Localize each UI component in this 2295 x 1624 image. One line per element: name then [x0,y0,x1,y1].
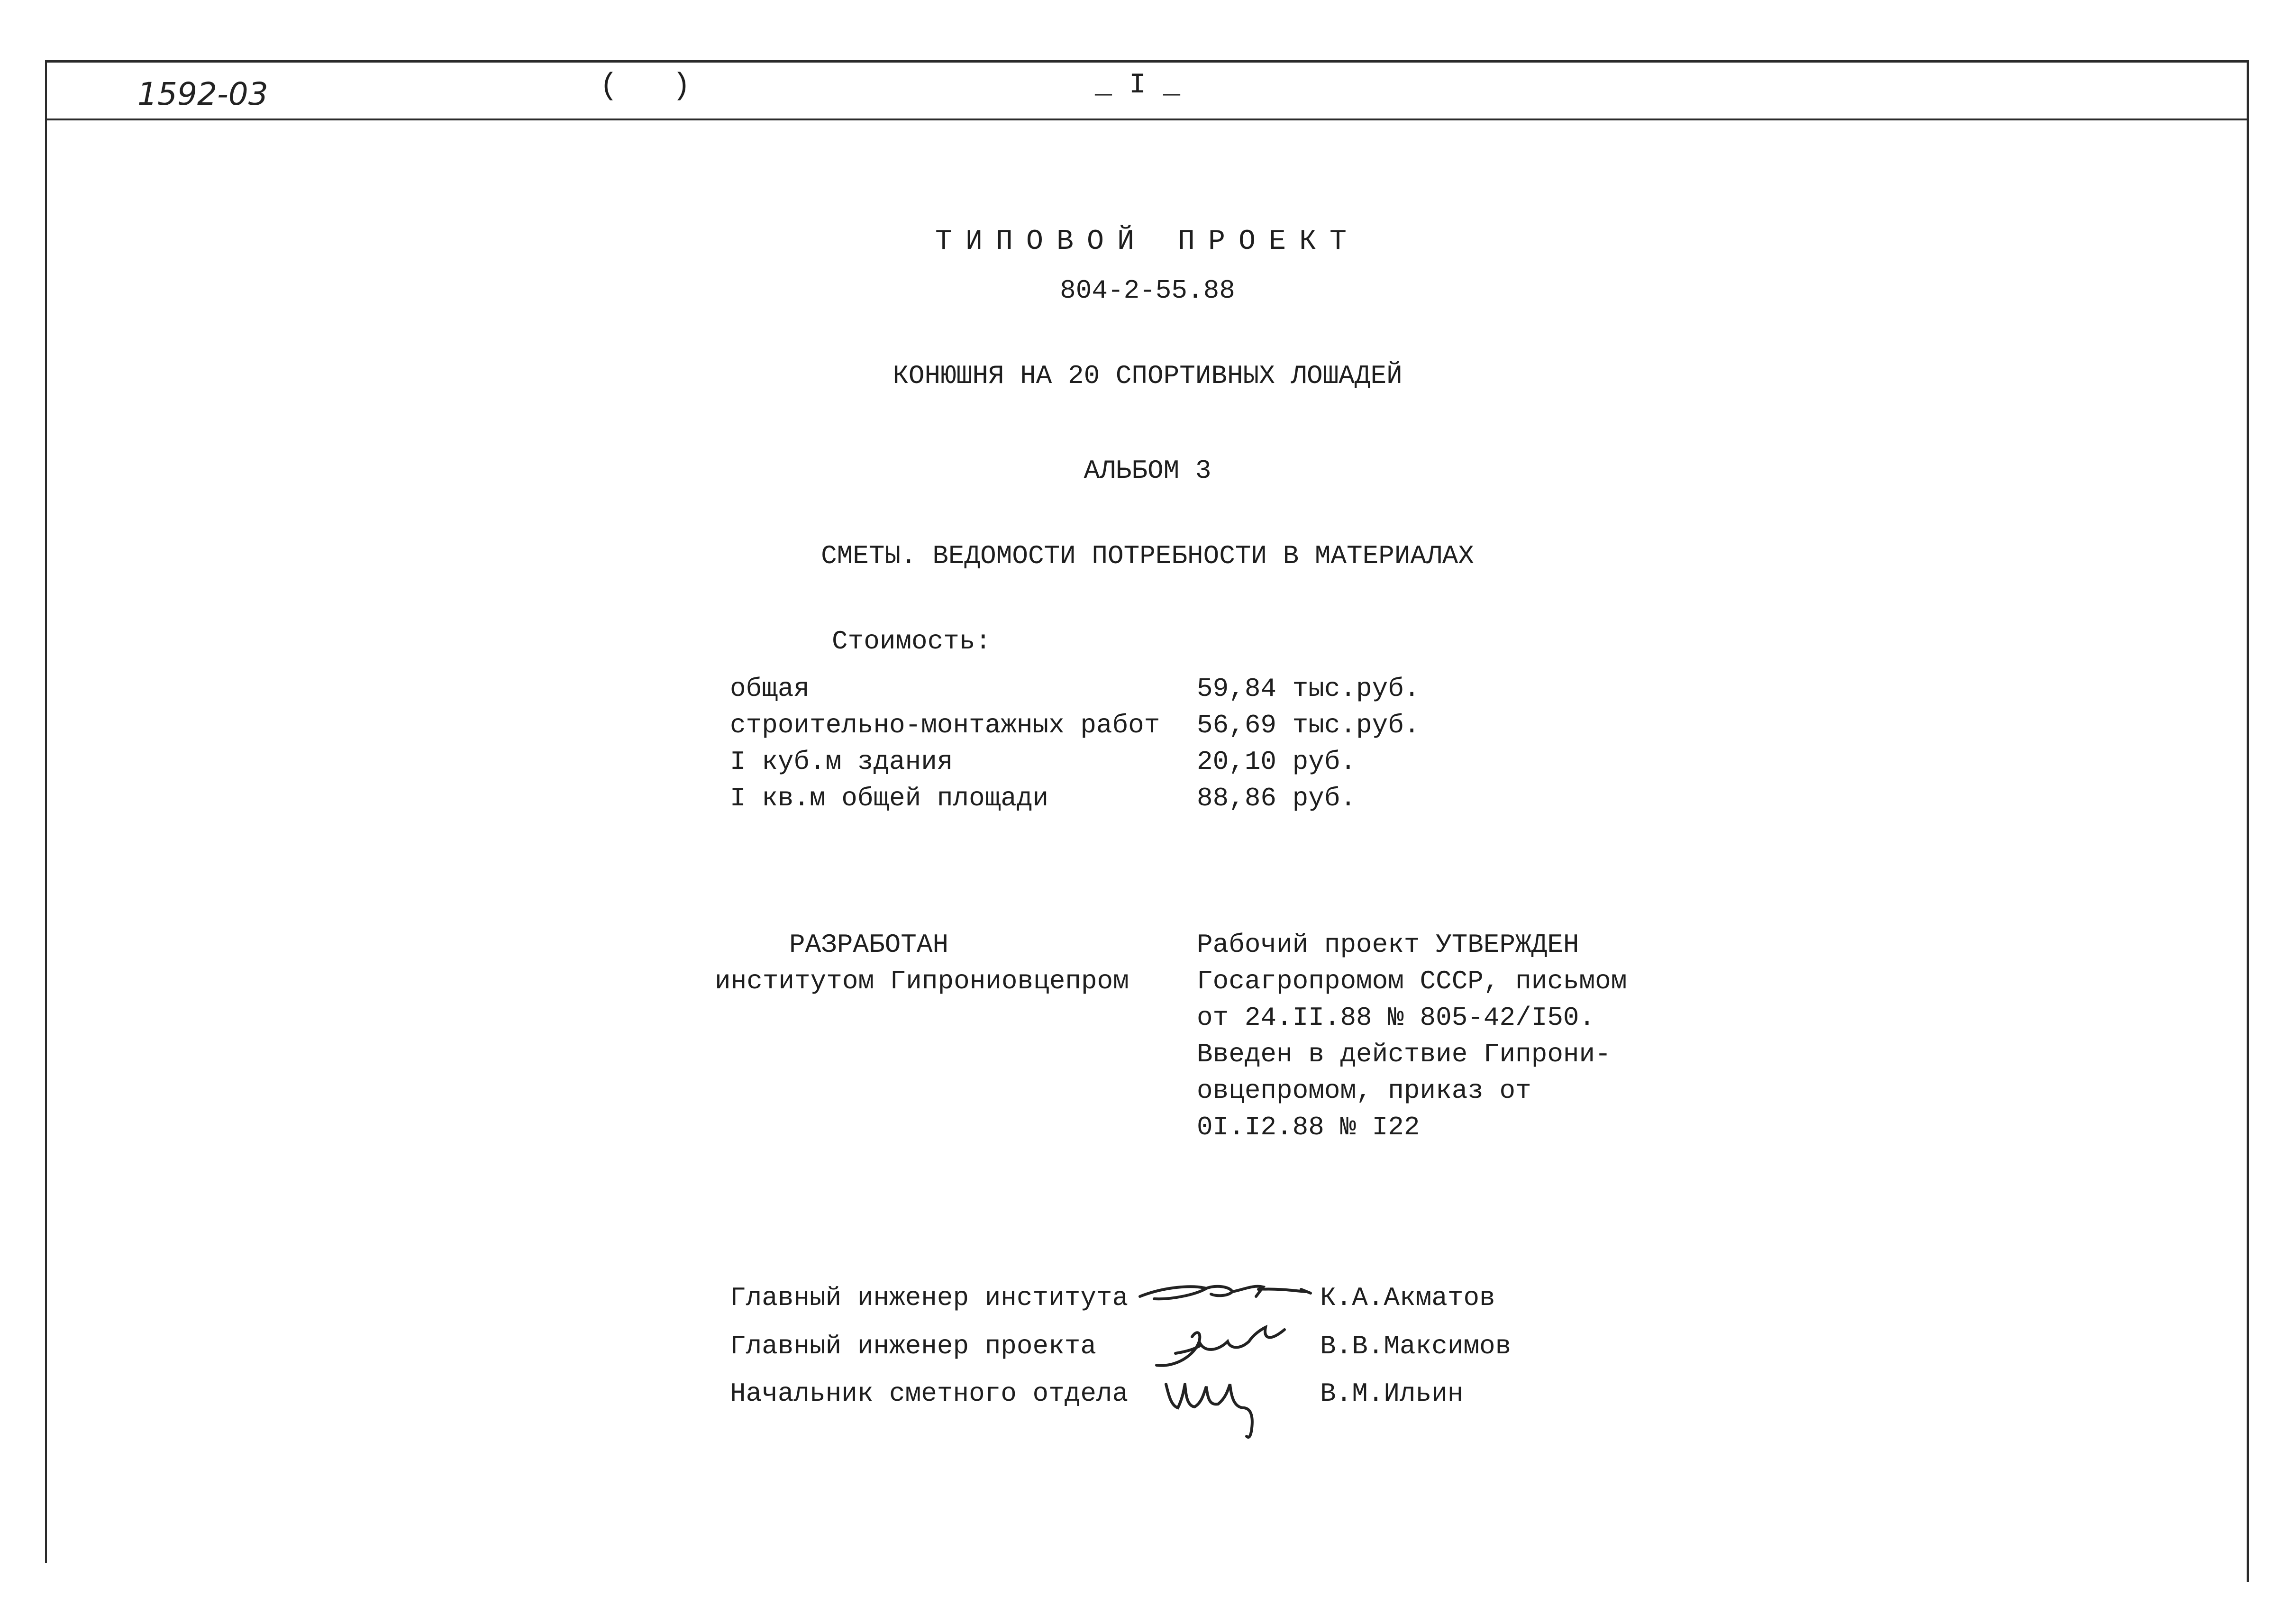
signature-role: Главный инженер проекта [730,1331,1096,1361]
header-parentheses: ( ) [600,69,691,103]
cost-heading: Стоимость: [832,626,992,657]
signature-name: К.А.Акматов [1320,1283,1495,1313]
page-number: _ I _ [1095,69,1181,101]
cost-row-value: 56,69 тыс.руб. [1197,710,1420,740]
project-code: 804-2-55.88 [1060,275,1235,306]
approval-line: Рабочий проект УТВЕРЖДЕН [1197,930,1579,960]
approval-line: овцепромом, приказ от [1197,1076,1531,1106]
project-kind: ТИПОВОЙ ПРОЕКТ [935,226,1360,258]
approval-line: 0I.I2.88 № I22 [1197,1112,1420,1142]
approval-line: от 24.II.88 № 805-42/I50. [1197,1003,1595,1033]
cost-row-label: I куб.м здания [730,747,953,777]
approval-line: Госагропромом СССР, письмом [1197,966,1627,996]
developed-heading: РАЗРАБОТАН [789,930,949,960]
album-number: АЛЬБОМ 3 [1084,456,1211,486]
signature-ilyin-image [1157,1365,1270,1441]
header-divider [45,119,2249,120]
developed-by: институтом Гипрониовцепром [715,966,1129,996]
signature-role: Начальник сметного отдела [730,1378,1129,1409]
cost-row-label: строительно-монтажных работ [730,710,1160,740]
doc-number: 1592-03 [137,76,268,112]
album-subject: СМЕТЫ. ВЕДОМОСТИ ПОТРЕБНОСТИ В МАТЕРИАЛАХ [821,541,1474,571]
cost-row-value: 59,84 тыс.руб. [1197,674,1420,704]
signature-name: В.М.Ильин [1320,1378,1464,1409]
signature-role: Главный инженер института [730,1283,1129,1313]
project-name: КОНЮШНЯ НА 20 СПОРТИВНЫХ ЛОШАДЕЙ [892,361,1402,391]
frame-top-border [45,60,2249,63]
cost-row-value: 88,86 руб. [1197,783,1357,813]
approval-line: Введен в действие Гипрони- [1197,1039,1611,1069]
cost-row-label: общая [730,674,810,704]
signature-name: В.В.Максимов [1320,1331,1512,1361]
signature-akmatov-image [1135,1270,1315,1313]
cost-row-label: I кв.м общей площади [730,783,1049,813]
cost-row-value: 20,10 руб. [1197,747,1357,777]
